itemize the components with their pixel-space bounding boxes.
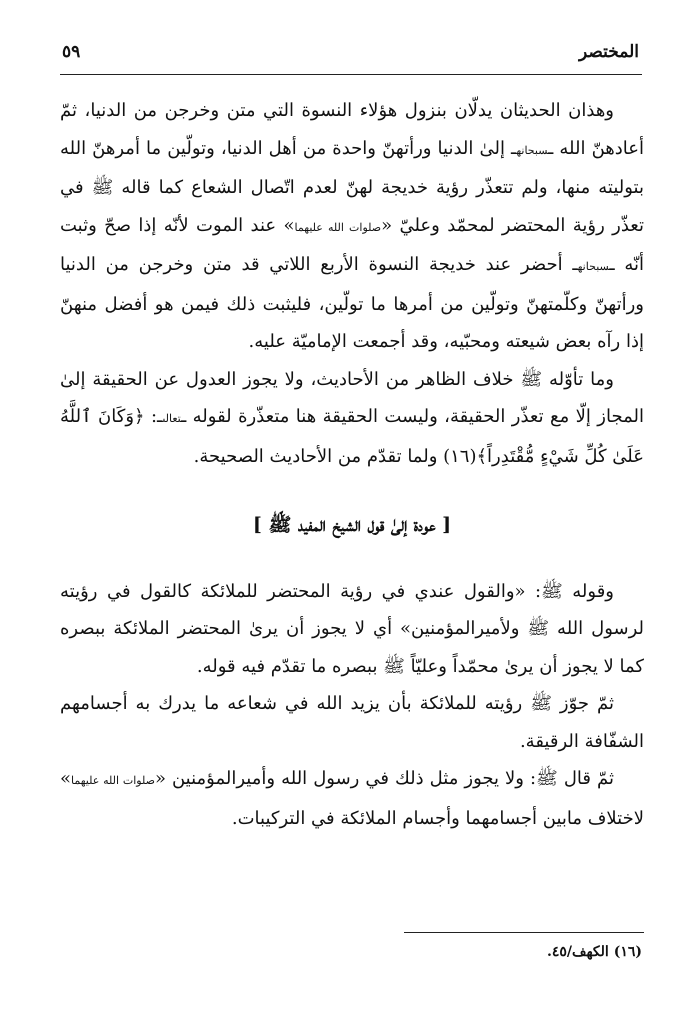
paragraphs-after [60, 573, 644, 838]
paragraph-text: ثمّ قال ﷺ: ولا يجوز مثل ذلك في رسول الله وأميرالمؤمنين « [154, 768, 614, 789]
paragraph [60, 573, 644, 686]
paragraph-text: وقوله ﷺ: «والقول عندي في رؤية المحتضر للملائكة كالقول في رؤيته لرسول الله ﷺ ولأميرالمؤمنين» أي لا يجوز أن يرىٰ المحتضر الملائكة ببصره كما لا يجوز أن يرىٰ محمّداً وعليّاً ﷺ ببصره ما تقدّم فيه قوله. [60, 580, 644, 677]
paragraph-text: » عند الموت لأنّه إذا صحّ وثبت أنّه ـ [60, 214, 644, 275]
honorific-text: تعالى [162, 412, 181, 425]
paragraph [60, 760, 644, 837]
paragraph-text: » لاختلاف مابين أجسامهما وأجسام الملائكة في التركيبات. [60, 768, 644, 829]
section-heading: [ عودة إلىٰ قول الشيخ المفيد ﷺ ] [252, 514, 452, 536]
body-text [60, 92, 644, 837]
paragraph [60, 361, 644, 476]
paragraph [60, 685, 644, 760]
honorific-text: صلوات الله عليهما [71, 774, 155, 787]
paragraph-text: ثمّ جوّز ﷺ رؤيته للملائكة بأن يزيد الله في شعاعه ما يدرك به أجسامهم الشفّافة الرقيقة. [60, 693, 644, 752]
honorific-text: سبحانه [516, 143, 549, 157]
header-rule [60, 74, 642, 75]
paragraph-text: ـ إلىٰ الدنيا ورأتهنّ واحدة من أهل الدنيا، وتولّين ما أمرهنّ الله بتوليته منها، ولم تتعذّر رؤية خديجة لهنّ لعدم اتّصال الشعاع كما قاله ﷺ في تعذّر رؤية المحتضر لمحمّد وعليّ « [60, 137, 644, 236]
page-number: ٥٩ [62, 42, 81, 62]
honorific-text: صلوات الله عليهما [294, 220, 382, 234]
footnote: (١٦) الكهف/٤٥. [546, 944, 642, 960]
footnote-rule [404, 932, 644, 933]
paragraph-text: وهذان الحديثان يدلّان بنزول هؤلاء النسوة التي متن وخرجن من الدنيا، ثمّ أعادهنّ الله ـ [60, 100, 645, 159]
paragraph [60, 92, 644, 361]
paragraph-text: ـ: ﴿وَكَانَ ٱللَّهُ عَلَىٰ كُلِّ شَيْءٍ مُّقْتَدِراً﴾(١٦) ولما تقدّم من الأحاديث الصحيحة. [60, 406, 644, 467]
paragraph-text: ـ أحضر عند خديجة النسوة الأربع اللاتي قد متن وخرجن من الدنيا ورأتهنّ وكلّمتهنّ وتولّين من أمرها ما تولّين، فليثبت ذلك فيمن هو أفضل منهنّ إذا رآه بعض شيعته ومحبّيه، وقد أجمعت الإماميّة عليه. [60, 254, 644, 352]
running-title: المختصر [579, 42, 639, 62]
paragraphs-before [60, 92, 644, 475]
honorific-text: سبحانه [577, 260, 610, 273]
paragraph-text: وما تأوّله ﷺ خلاف الظاهر من الأحاديث، ولا يجوز العدول عن الحقيقة إلىٰ المجاز إلّا مع تعذّر الحقيقة، وليست الحقيقة هنا متعذّرة لقوله ـ [60, 368, 644, 427]
